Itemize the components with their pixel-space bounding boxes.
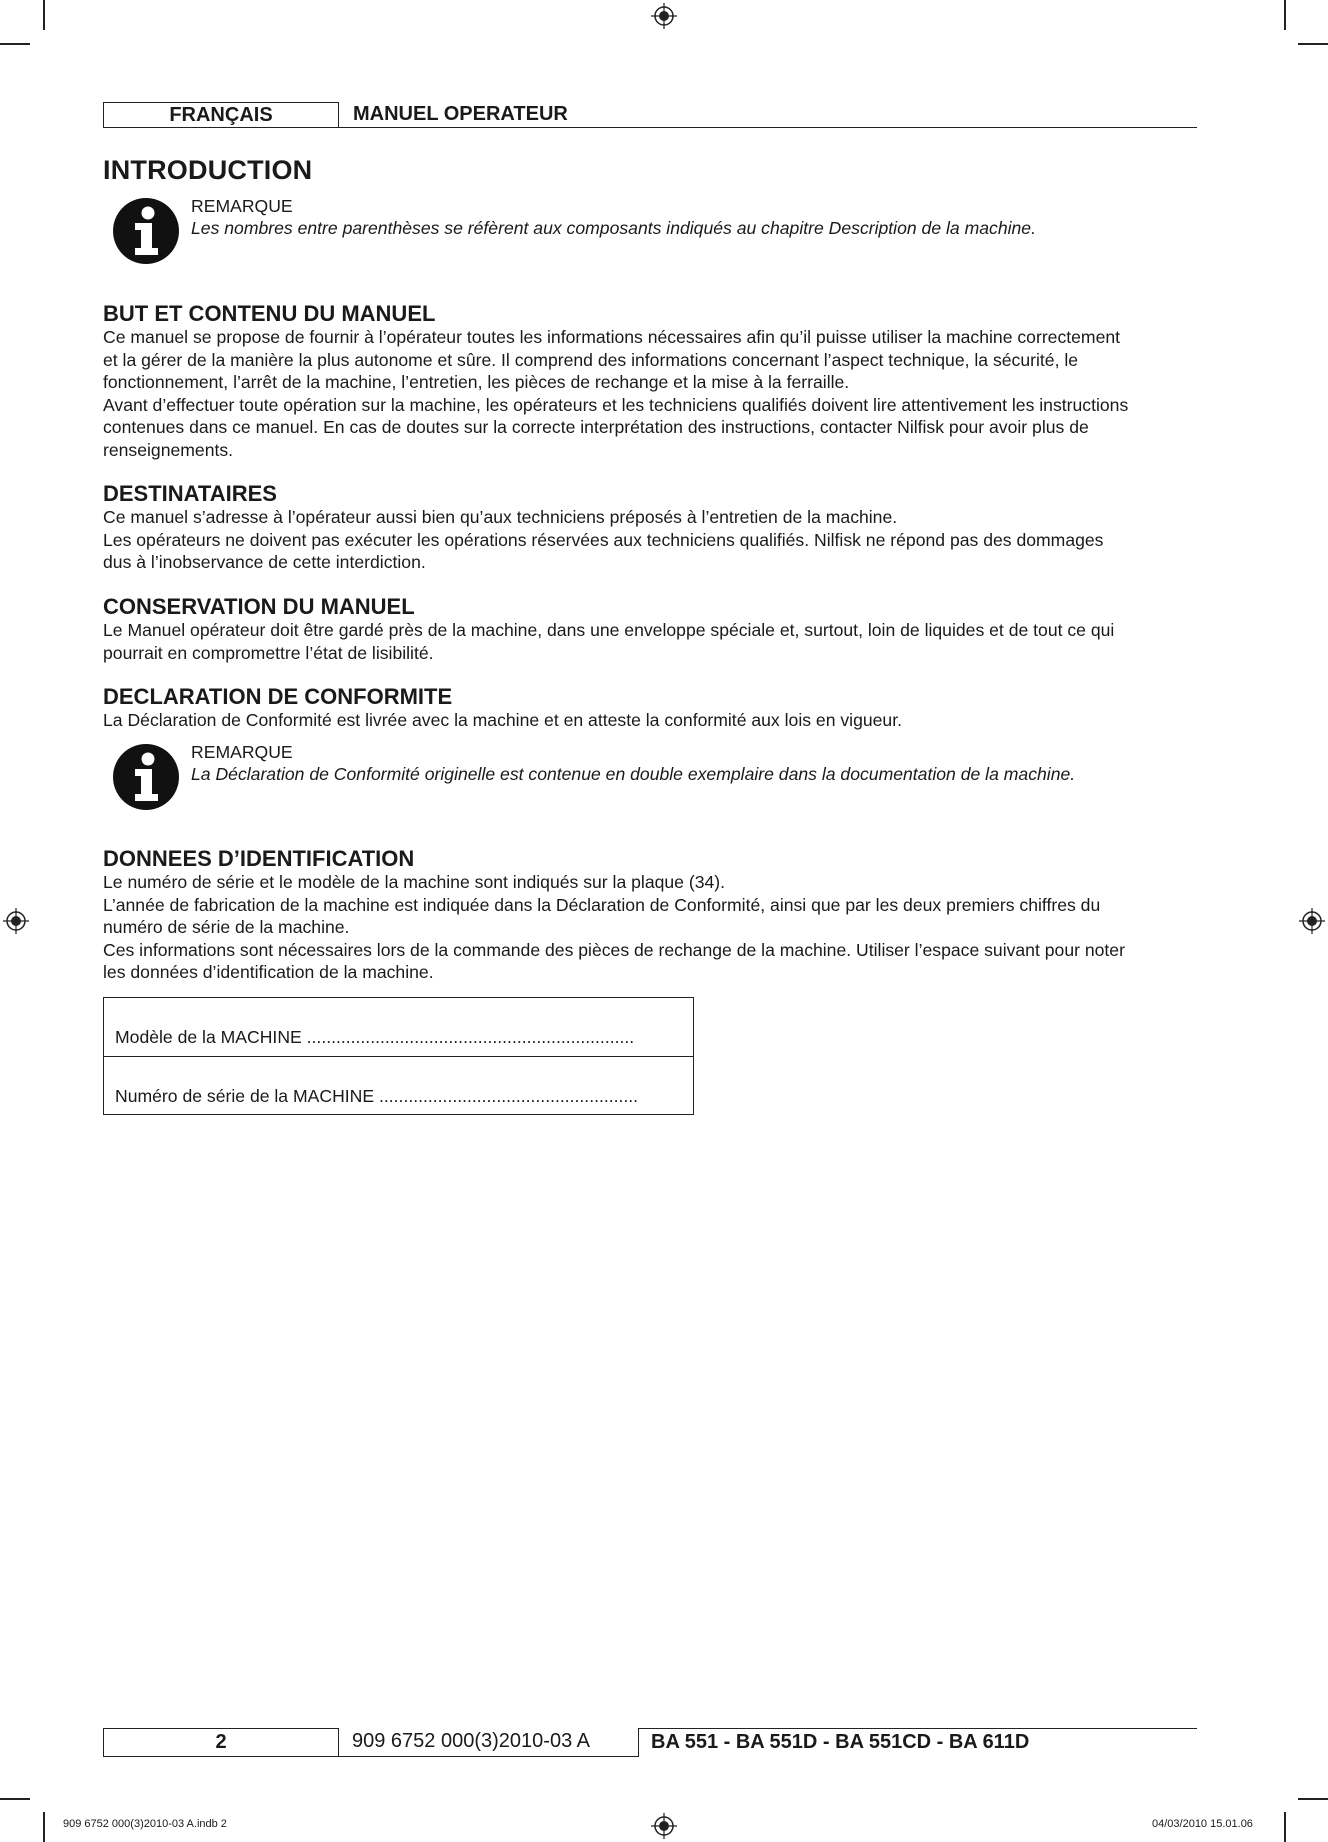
crop-mark bbox=[1284, 0, 1286, 30]
print-slug-file: 909 6752 000(3)2010-03 A.indb 2 bbox=[63, 1818, 227, 1830]
crop-mark bbox=[1284, 1812, 1286, 1842]
registration-mark-icon bbox=[651, 1813, 677, 1839]
paragraph-line: les données d’identification de la machine. bbox=[103, 962, 434, 983]
paragraph-line: Avant d’effectuer toute opération sur la machine, les opérateurs et les techniciens qualifiés doivent lire attentivement les instructions bbox=[103, 394, 1129, 415]
note-label: REMARQUE bbox=[191, 196, 293, 216]
paragraph-line: Le Manuel opérateur doit être gardé près de la machine, dans une enveloppe spéciale et, surtout, loin de liquides et de tout ce qui bbox=[103, 620, 1115, 640]
paragraph-line: renseignements. bbox=[103, 439, 234, 460]
page-number: 2 bbox=[103, 1728, 339, 1757]
serial-number-field[interactable]: Numéro de série de la MACHINE ..................................................... bbox=[115, 1086, 639, 1106]
registration-mark-icon bbox=[3, 908, 29, 934]
paragraph-line: Ce manuel s’adresse à l’opérateur aussi bien qu’aux techniciens préposés à l’entretien de la machine. bbox=[103, 507, 898, 527]
paragraph-line: Les opérateurs ne doivent pas exécuter les opérations réservées aux techniciens qualifiés. Nilfisk ne répond pas des dommages bbox=[103, 529, 1104, 550]
crop-mark bbox=[43, 0, 45, 30]
crop-mark bbox=[0, 1798, 30, 1800]
crop-mark bbox=[0, 43, 30, 45]
paragraph-line: numéro de série de la machine. bbox=[103, 917, 350, 938]
crop-mark bbox=[43, 1812, 45, 1842]
paragraph-line: et la gérer de la manière la plus autonome et sûre. Il comprend des informations concernant l’aspect technique, la sécurité, le bbox=[103, 349, 1079, 370]
crop-mark bbox=[1298, 1798, 1328, 1800]
section-heading: DESTINATAIRES bbox=[103, 481, 277, 506]
divider bbox=[104, 1056, 693, 1057]
section-body bbox=[103, 709, 1201, 732]
note-label: REMARQUE bbox=[191, 742, 293, 762]
paragraph-line: La Déclaration de Conformité est livrée avec la machine et en atteste la conformité aux lois en vigueur. bbox=[103, 710, 902, 730]
section-heading: DECLARATION DE CONFORMITE bbox=[103, 684, 453, 709]
section-body bbox=[103, 871, 1201, 984]
section-body bbox=[103, 619, 1201, 664]
section-heading: BUT ET CONTENU DU MANUEL bbox=[103, 301, 436, 326]
note-text: La Déclaration de Conformité originelle est contenue en double exemplaire dans la documentation de la machine. bbox=[191, 764, 1076, 784]
page-title: INTRODUCTION bbox=[103, 155, 313, 185]
registration-mark-icon bbox=[651, 3, 677, 29]
section-body bbox=[103, 326, 1201, 462]
manual-title: MANUEL OPERATEUR bbox=[339, 102, 1197, 128]
print-slug-date: 04/03/2010 15.01.06 bbox=[1152, 1818, 1253, 1830]
page-header bbox=[103, 102, 1197, 130]
document-code: 909 6752 000(3)2010-03 A bbox=[339, 1728, 639, 1757]
note-text: Les nombres entre parenthèses se réfèrent aux composants indiqués au chapitre Description de la machine. bbox=[191, 218, 1036, 238]
section-heading: CONSERVATION DU MANUEL bbox=[103, 594, 415, 619]
registration-mark-icon bbox=[1299, 908, 1325, 934]
info-icon bbox=[113, 744, 179, 810]
crop-mark bbox=[1298, 43, 1328, 45]
section-heading: DONNEES D’IDENTIFICATION bbox=[103, 846, 415, 871]
paragraph-line: Le numéro de série et le modèle de la machine sont indiqués sur la plaque (34). bbox=[103, 872, 726, 892]
paragraph-line: fonctionnement, l’arrêt de la machine, l’entretien, les pièces de rechange et la mise à la ferraille. bbox=[103, 372, 850, 393]
info-icon bbox=[113, 198, 179, 264]
paragraph-line: Ce manuel se propose de fournir à l’opérateur toutes les informations nécessaires afin qu’il puisse utiliser la machine correctement bbox=[103, 327, 1121, 347]
section-body bbox=[103, 506, 1201, 574]
paragraph-line: dus à l’inobservance de cette interdiction. bbox=[103, 552, 426, 573]
paragraph-line: contenues dans ce manuel. En cas de doutes sur la correcte interprétation des instructions, contacter Nilfisk pour avoir plus de bbox=[103, 417, 1089, 438]
model-field[interactable]: Modèle de la MACHINE ................................................................... bbox=[115, 1027, 635, 1047]
language-label: FRANÇAIS bbox=[103, 102, 339, 128]
page-footer bbox=[103, 1728, 1197, 1758]
paragraph-line: pourrait en compromettre l’état de lisibilité. bbox=[103, 642, 434, 663]
identification-form bbox=[103, 997, 694, 1115]
paragraph-line: L’année de fabrication de la machine est indiquée dans la Déclaration de Conformité, ainsi que par les deux premiers chiffres du bbox=[103, 894, 1101, 915]
machine-models: BA 551 - BA 551D - BA 551CD - BA 611D bbox=[639, 1728, 1197, 1729]
paragraph-line: Ces informations sont nécessaires lors de la commande des pièces de rechange de la machine. Utiliser l’espace suivant pour noter bbox=[103, 939, 1125, 960]
